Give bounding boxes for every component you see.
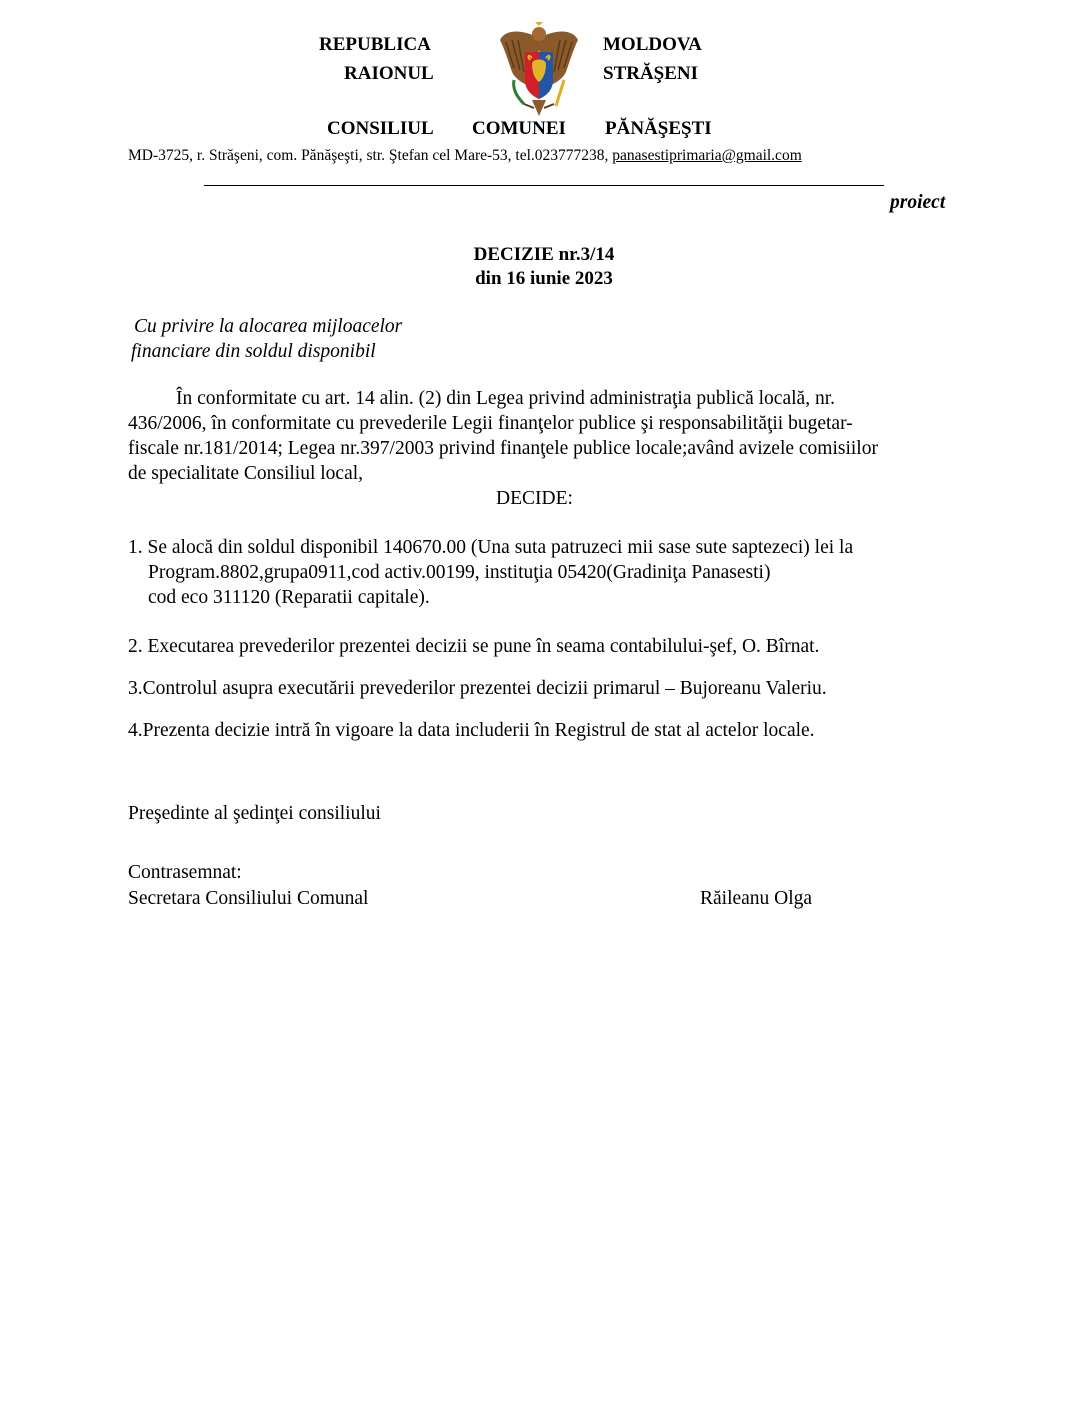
point-3: 3.Controlul asupra executării prevederilor prezentei decizii primarul – Bujoreanu Valeriu.	[128, 678, 827, 699]
preamble-line-4: de specialitate Consiliul local,	[128, 463, 364, 484]
signature-president: Preşedinte al şedinţei consiliului	[128, 803, 381, 824]
decide-label: DECIDE:	[496, 488, 573, 509]
header-consiliul: CONSILIUL	[327, 118, 434, 139]
header-republica: REPUBLICA	[319, 34, 431, 55]
header-comunei: COMUNEI	[472, 118, 566, 139]
header-address	[128, 147, 802, 165]
header-moldova: MOLDOVA	[603, 34, 702, 55]
email-link[interactable]: panasestiprimaria@gmail.com	[612, 147, 802, 164]
signature-countersigned: Contrasemnat:	[128, 862, 242, 883]
decision-title: DECIZIE nr.3/14	[473, 244, 615, 265]
signature-secretary-name: Răileanu Olga	[700, 888, 813, 909]
point-1-line-3: cod eco 311120 (Reparatii capitale).	[148, 587, 430, 608]
preamble-line-2: 436/2006, în conformitate cu prevederile Legii finanţelor publice şi responsabilităţii bugetar-	[128, 413, 853, 434]
point-1-line-2: Program.8802,grupa0911,cod activ.00199, instituţia 05420(Gradiniţa Panasesti)	[148, 562, 771, 583]
status-label: proiect	[890, 192, 946, 213]
point-2: 2. Executarea prevederilor prezentei decizii se pune în seama contabilului-şef, O. Bîrnat.	[128, 636, 820, 657]
point-4: 4.Prezenta decizie intră în vigoare la data includerii în Registrul de stat al actelor locale.	[128, 720, 815, 741]
address-text: MD-3725, r. Străşeni, com. Pănăşeşti, str. Ştefan cel Mare-53, tel.023777238,	[128, 147, 609, 164]
header-panasesti: PĂNĂŞEŞTI	[605, 118, 712, 139]
point-1-line-1: 1. Se alocă din soldul disponibil 140670.00 (Una suta patruzeci mii sase sute saptezeci) lei la	[128, 537, 854, 558]
subject-line-2: financiare din soldul disponibil	[131, 341, 376, 362]
preamble-line-1: În conformitate cu art. 14 alin. (2) din Legea privind administraţia publică locală, nr.	[176, 388, 835, 409]
moldova-coat-of-arms-icon	[494, 20, 584, 120]
preamble-line-3: fiscale nr.181/2014; Legea nr.397/2003 privind finanţele publice locale;având avizele comisiilor	[128, 438, 878, 459]
header-straseni: STRĂŞENI	[603, 63, 699, 84]
subject-line-1: Cu privire la alocarea mijloacelor	[134, 316, 403, 337]
signature-secretary-title: Secretara Consiliului Comunal	[128, 888, 369, 909]
decision-date: din 16 iunie 2023	[475, 268, 613, 289]
header-divider	[204, 185, 884, 186]
header-raionul: RAIONUL	[344, 63, 434, 84]
